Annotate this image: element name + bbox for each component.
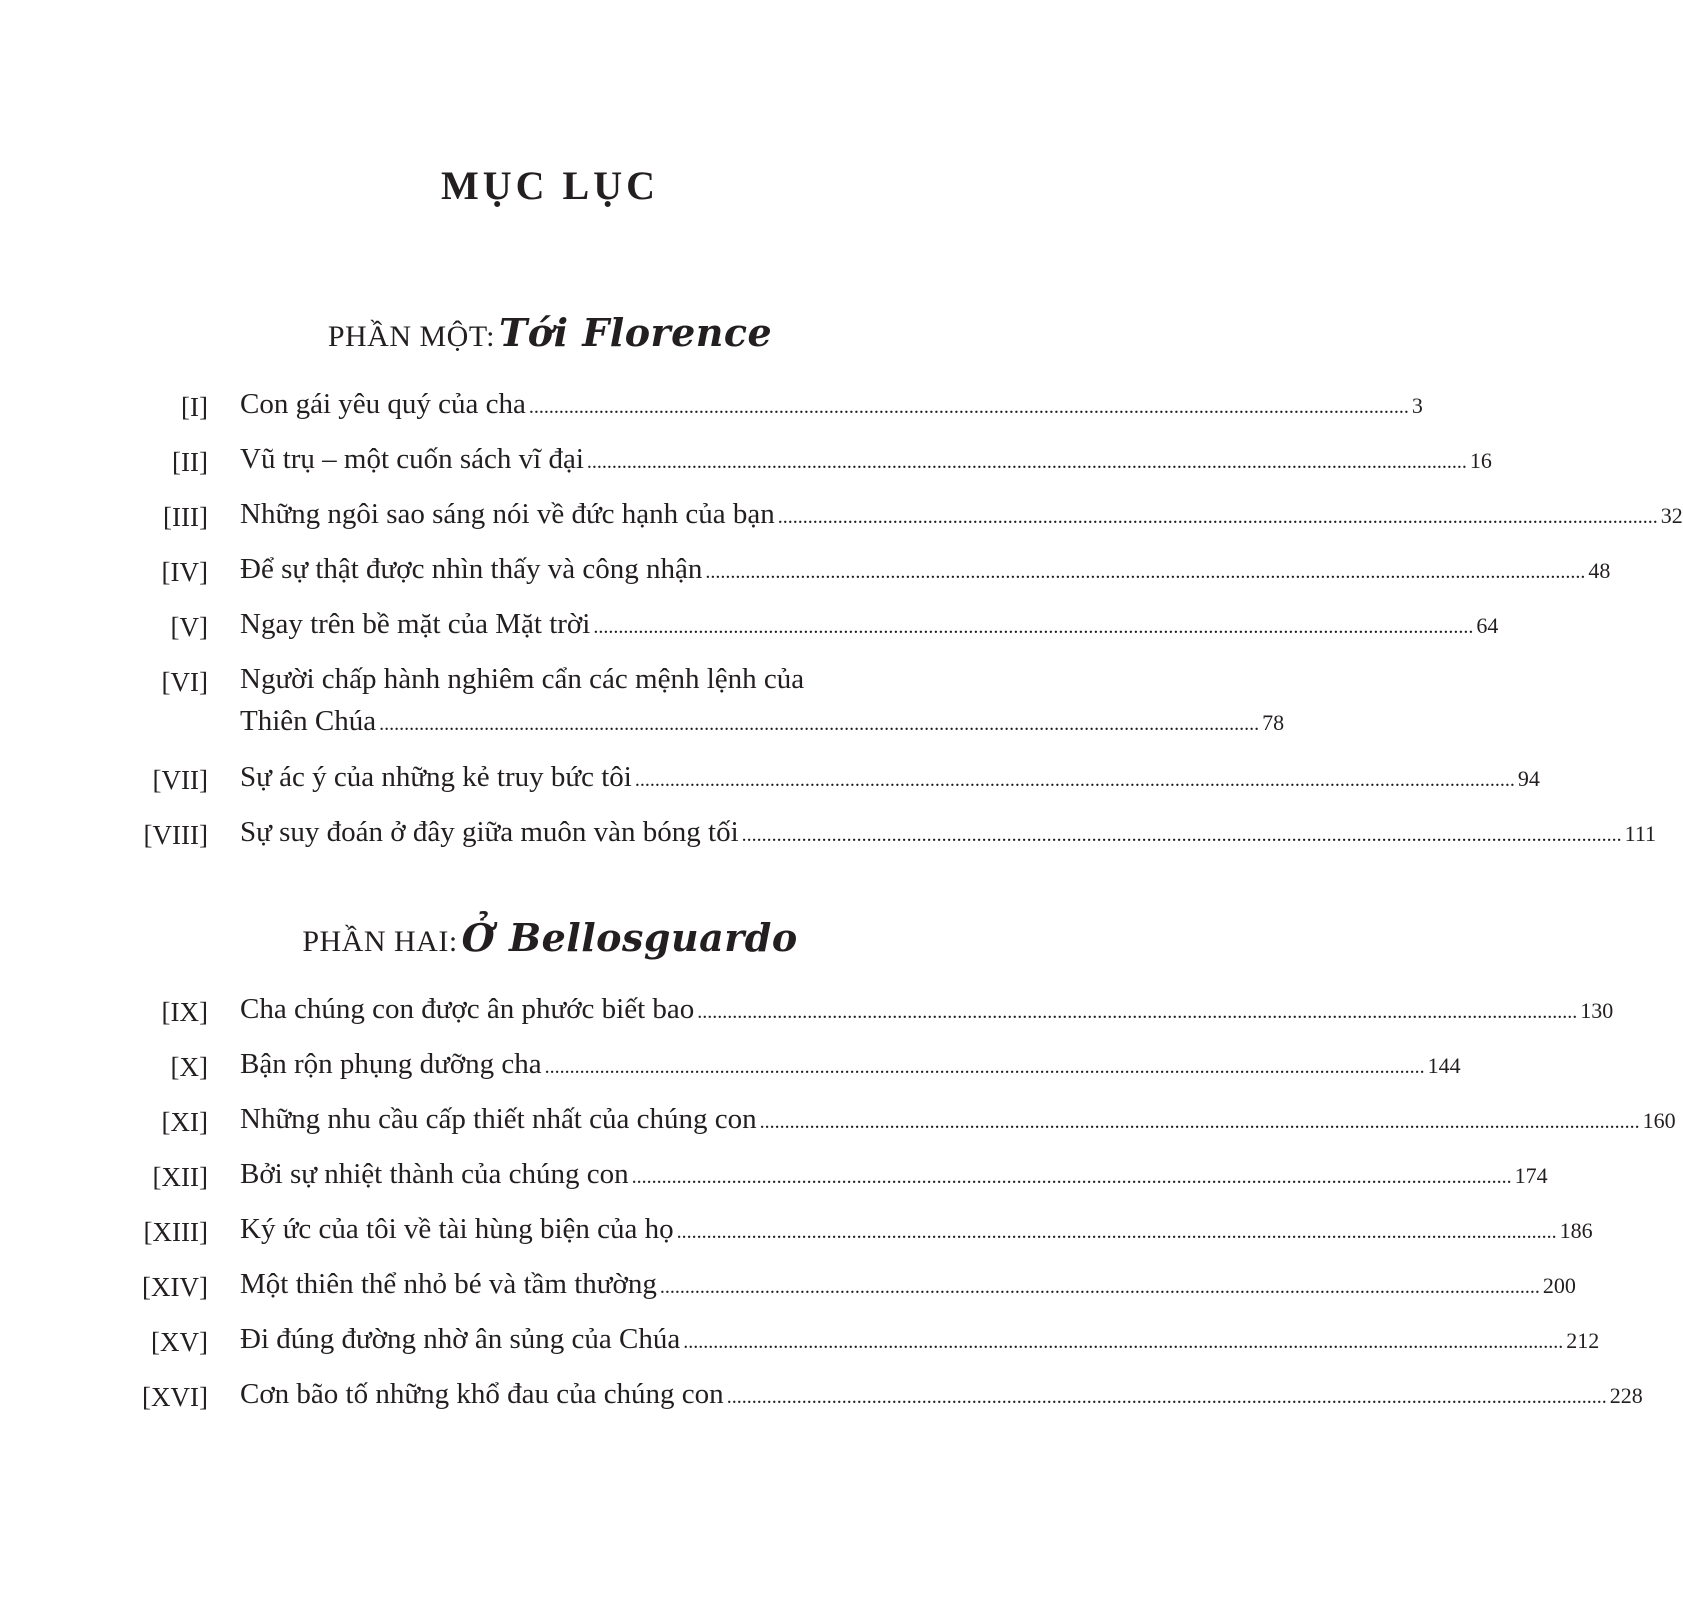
- chapter-title: Sự ác ý của những kẻ truy bức tôi: [240, 761, 632, 793]
- chapter-number: [IV]: [161, 557, 208, 587]
- chapter-number: [II]: [172, 447, 208, 477]
- chapter-title-line-1: Người chấp hành nghiêm cẩn các mệnh lệnh của: [240, 663, 805, 695]
- chapter-title: Cha chúng con được ân phước biết bao: [240, 993, 695, 1025]
- page-number: 78: [1262, 710, 1285, 735]
- leader-dots: ................................................................................................................................................................................: [528, 396, 1409, 418]
- leader-dots: ................................................................................................................................................................................: [379, 713, 1260, 735]
- toc-entry[interactable]: [0, 816, 1657, 856]
- chapter-title: Ký ức của tôi về tài hùng biện của họ: [240, 1213, 674, 1245]
- chapter-title: Ngay trên bề mặt của Mặt trời: [240, 608, 591, 640]
- leader-dots: ................................................................................................................................................................................: [697, 1001, 1578, 1023]
- leader-dots: ................................................................................................................................................................................: [705, 561, 1586, 583]
- chapter-title: Sự suy đoán ở đây giữa muôn vàn bóng tối: [240, 816, 739, 848]
- page-number: 212: [1566, 1328, 1600, 1353]
- page-number: 64: [1476, 613, 1499, 638]
- leader-dots: ................................................................................................................................................................................: [759, 1111, 1640, 1133]
- chapter-title: Những ngôi sao sáng nói về đức hạnh của bạn: [240, 498, 775, 530]
- page-number: 16: [1469, 448, 1492, 473]
- chapter-number: [XIV]: [142, 1272, 208, 1302]
- toc-entry[interactable]: [0, 1323, 1600, 1363]
- part-two-heading: [0, 915, 1100, 960]
- chapter-number: [XVI]: [142, 1382, 208, 1412]
- page-number: 144: [1427, 1053, 1461, 1078]
- chapter-title-line-2: Thiên Chúa: [240, 705, 377, 737]
- leader-dots: ................................................................................................................................................................................: [544, 1056, 1425, 1078]
- page-number: 200: [1542, 1273, 1576, 1298]
- page-number: 130: [1580, 998, 1614, 1023]
- toc-entry[interactable]: [0, 498, 1683, 538]
- chapter-title: Vũ trụ – một cuốn sách vĩ đại: [240, 443, 584, 475]
- chapter-title: Một thiên thể nhỏ bé và tầm thường: [240, 1268, 657, 1300]
- toc-entry[interactable]: [0, 761, 1540, 801]
- page-number: 160: [1642, 1108, 1676, 1133]
- part-two-label: PHẦN HAI:: [302, 925, 458, 958]
- toc-entry[interactable]: [0, 1158, 1548, 1198]
- leader-dots: ................................................................................................................................................................................: [631, 1166, 1512, 1188]
- page-number: 111: [1624, 821, 1657, 846]
- chapter-number: [IX]: [161, 997, 208, 1027]
- part-one-heading: [0, 310, 1100, 355]
- chapter-title: Con gái yêu quý của cha: [240, 388, 526, 420]
- chapter-number: [X]: [170, 1052, 208, 1082]
- toc-entry[interactable]: [0, 1048, 1461, 1088]
- chapter-number: [XIII]: [143, 1217, 208, 1247]
- chapter-number: [VII]: [152, 765, 208, 795]
- toc-entry[interactable]: [0, 553, 1611, 593]
- leader-dots: ................................................................................................................................................................................: [593, 616, 1474, 638]
- chapter-number: [I]: [181, 392, 208, 422]
- toc-entry[interactable]: [0, 1213, 1593, 1253]
- chapter-title: Bận rộn phụng dưỡng cha: [240, 1048, 542, 1080]
- leader-dots: ................................................................................................................................................................................: [777, 506, 1658, 528]
- leader-dots: ................................................................................................................................................................................: [634, 769, 1515, 791]
- leader-dots: ................................................................................................................................................................................: [586, 451, 1467, 473]
- page-number: 32: [1660, 503, 1683, 528]
- toc-entry[interactable]: [0, 1268, 1576, 1308]
- chapter-number: [V]: [170, 612, 208, 642]
- page-number: 186: [1559, 1218, 1593, 1243]
- chapter-number: [XI]: [161, 1107, 208, 1137]
- toc-entry[interactable]: [0, 1103, 1676, 1143]
- chapter-number: [XII]: [152, 1162, 208, 1192]
- toc-entry[interactable]: [0, 993, 1614, 1033]
- leader-dots: ................................................................................................................................................................................: [726, 1386, 1607, 1408]
- part-one-label: PHẦN MỘT:: [327, 320, 495, 353]
- toc-entry[interactable]: [0, 663, 1285, 745]
- chapter-title: Đi đúng đường nhờ ân sủng của Chúa: [240, 1323, 681, 1355]
- page-number: 94: [1517, 766, 1540, 791]
- chapter-number: [III]: [163, 502, 208, 532]
- leader-dots: ................................................................................................................................................................................: [683, 1331, 1564, 1353]
- leader-dots: ................................................................................................................................................................................: [676, 1221, 1557, 1243]
- chapter-number: [XV]: [151, 1327, 208, 1357]
- chapter-number: [VI]: [161, 667, 208, 697]
- page-number: 3: [1411, 393, 1423, 418]
- leader-dots: ................................................................................................................................................................................: [659, 1276, 1540, 1298]
- toc-entry[interactable]: [0, 443, 1492, 483]
- page-title: MỤC LỤC: [441, 163, 659, 208]
- chapter-title: Cơn bão tố những khổ đau của chúng con: [240, 1378, 724, 1410]
- chapter-title: Những nhu cầu cấp thiết nhất của chúng con: [240, 1103, 757, 1135]
- page-number: 228: [1609, 1383, 1643, 1408]
- part-one-name: Tới Florence: [499, 310, 773, 355]
- leader-dots: ................................................................................................................................................................................: [741, 824, 1622, 846]
- toc-entry[interactable]: [0, 388, 1423, 428]
- toc-entry[interactable]: [0, 1378, 1643, 1418]
- page-number: 174: [1514, 1163, 1548, 1188]
- toc-entry[interactable]: [0, 608, 1499, 648]
- chapter-number: [VIII]: [143, 820, 208, 850]
- page-number: 48: [1588, 558, 1611, 583]
- part-two-name: Ở Bellosguardo: [461, 915, 798, 960]
- chapter-title: Để sự thật được nhìn thấy và công nhận: [240, 553, 703, 585]
- chapter-title: Bởi sự nhiệt thành của chúng con: [240, 1158, 629, 1190]
